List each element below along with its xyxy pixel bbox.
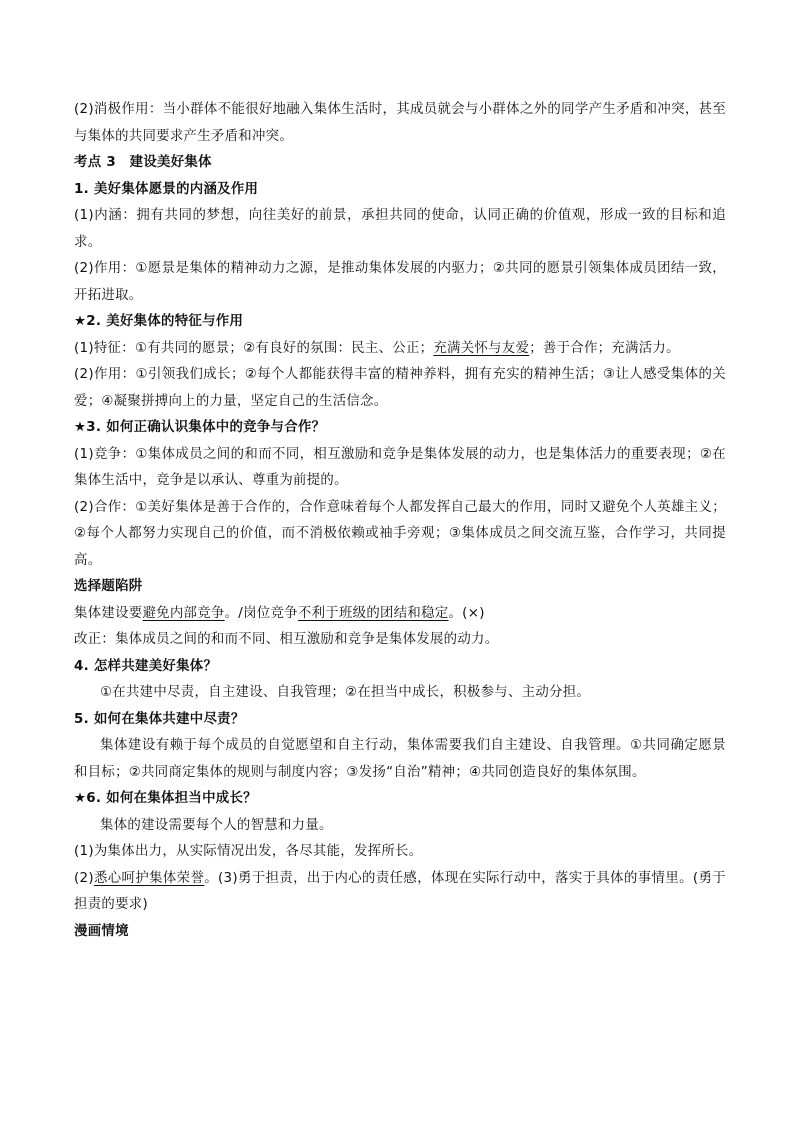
trap-correction: 改正：集体成员之间的和而不同、相互激励和竞争是集体发展的动力。 [74, 632, 499, 647]
section-heading-kaodian-3: 考点 3 建设美好集体 [74, 155, 212, 170]
text-segment: 。(3)勇于担责，出于内心的责任感，体现在实际行动中，落实于具体的事情里。(勇于担责的要求) [74, 870, 726, 912]
question-2-features [74, 336, 726, 363]
question-4-answer: ①在共建中尽责，自主建设、自我管理；②在担当中成长，积极参与、主动分担。 [100, 685, 591, 700]
comic-scenario-heading: 漫画情境 [74, 923, 129, 939]
question-2-title: ★2. 美好集体的特征与作用 [74, 314, 244, 329]
question-6-point-2-3 [74, 866, 726, 919]
document-page [74, 97, 726, 945]
underlined-text: 充满关怀与友爱 [433, 340, 530, 356]
question-4-title: 4. 怎样共建美好集体？ [74, 658, 218, 674]
question-1-connotation: (1)内涵：拥有共同的梦想，向往美好的前景，承担共同的使命，认同正确的价值观，形成一致的目标和追求。 [74, 208, 726, 250]
underlined-text: 避免内部竞争 [142, 605, 225, 621]
question-3-title: ★3. 如何正确认识集体中的竞争与合作？ [74, 420, 326, 435]
question-2-function: (2)作用：①引领我们成长；②每个人都能获得丰富的精神养料，拥有充实的精神生活；③让人感受集体的关爱；④凝聚拼搏向上的力量，坚定自己的生活信念。 [74, 367, 726, 409]
underlined-text: 悉心呵护 [93, 870, 150, 886]
question-3-competition: (1)竞争：①集体成员之间的和而不同，相互激励和竞争是集体发展的动力，也是集体活力的重要表现；②在集体生活中，竞争是以承认、尊重为前提的。 [74, 446, 726, 488]
text-segment: (2) [74, 870, 94, 886]
text-segment: ；善于合作；充满活力。 [529, 340, 680, 356]
trap-title: 选择题陷阱 [74, 579, 143, 594]
underlined-text: 不利于班级的团结和稳定 [297, 605, 449, 621]
question-1-title: 1. 美好集体愿景的内涵及作用 [74, 181, 259, 197]
question-5-title: 5. 如何在集体共建中尽责？ [74, 711, 245, 727]
question-5-answer: 集体建设有赖于每个成员的自觉愿望和自主行动，集体需要我们自主建设、自我管理。①共同确定愿景和目标；②共同商定集体的规则与制度内容；③发扬“自治”精神；④共同创造良好的集体氛围。 [74, 738, 726, 780]
text-segment: 集体建设要 [74, 605, 143, 621]
question-1-function: (2)作用：①愿景是集体的精神动力之源，是推动集体发展的内驱力；②共同的愿景引领集体成员团结一致，开拓进取。 [74, 261, 726, 303]
paragraph-negative-effect: (2)消极作用：当小群体不能很好地融入集体生活时，其成员就会与小群体之外的同学产生矛盾和冲突，甚至与集体的共同要求产生矛盾和冲突。 [74, 102, 726, 144]
question-6-point-1: (1)为集体出力，从实际情况出发，各尽其能，发挥所长。 [74, 844, 423, 859]
underlined-text: 集体荣誉 [149, 870, 205, 886]
text-segment: 。/岗位竞争 [224, 605, 298, 621]
question-6-intro: 集体的建设需要每个人的智慧和力量。 [100, 817, 333, 833]
question-6-title: ★6. 如何在集体担当中成长？ [74, 791, 257, 806]
question-3-cooperation: (2)合作：①美好集体是善于合作的，合作意味着每个人都发挥自己最大的作用，同时又避免个人英雄主义；②每个人都努力实现自己的价值，而不消极依赖或袖手旁观；③集体成员之间交流互鉴，合作学习，共同提高。 [74, 499, 726, 568]
trap-statement [74, 601, 726, 628]
text-segment: (1)特征：①有共同的愿景；②有良好的氛围：民主、公正； [74, 340, 434, 356]
text-segment: 。(×) [448, 605, 485, 621]
